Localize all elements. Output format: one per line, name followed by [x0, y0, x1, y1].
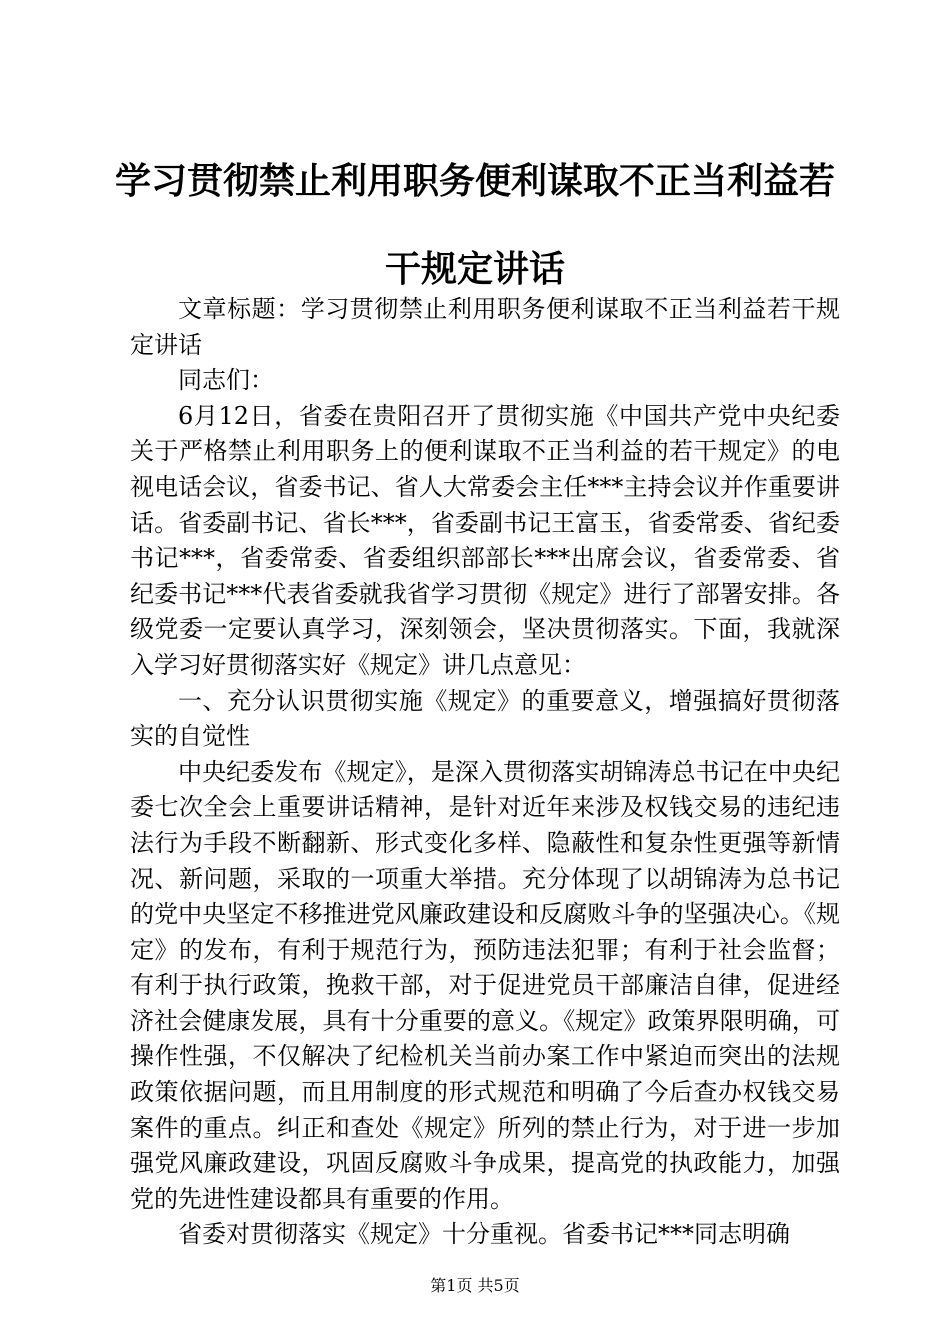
paragraph-salutation: 同志们： [178, 366, 274, 395]
paragraph-provincial-committee: 省委对贯彻落实《规定》十分重视。省委书记***同志明确 [178, 1220, 790, 1249]
document-title-line-1: 学习贯彻禁止利用职务便利谋取不正当利益若 [114, 161, 835, 202]
section-heading-1: 一、充分认识贯彻实施《规定》的重要意义，增强搞好贯彻落实的自觉性 [130, 686, 840, 751]
document-body [130, 292, 840, 1253]
paragraph-article-title: 文章标题：学习贯彻禁止利用职务便利谋取不正当利益若干规定讲话 [130, 295, 840, 359]
document-title-line-2: 干规定讲话 [384, 249, 565, 290]
paragraph-meeting-intro: 6月12日，省委在贵阳召开了贯彻实施《中国共产党中央纪委关于严格禁止利用职务上的便利谋取不正当利益的若干规定》的电视电话会议，省委书记、省人大常委会主任***主持会议并作重要讲话。省委副书记、省长***，省委副书记王富玉，省委常委、省纪委书记***，省委常委、省委组织部部长***出席会议，省委常委、省纪委书记***代表省委就我省学习贯彻《规定》进行了部署安排。各级党委一定要认真学习，深刻领会，坚决贯彻落实。下面，我就深入学习好贯彻落实好《规定》讲几点意见： [130, 401, 840, 679]
paragraph-significance: 中央纪委发布《规定》，是深入贯彻落实胡锦涛总书记在中央纪委七次全会上重要讲话精神，是针对近年来涉及权钱交易的违纪违法行为手段不断翻新、形式变化多样、隐蔽性和复杂性更强等新情况、新问题，采取的一项重大举措。充分体现了以胡锦涛为总书记的党中央坚定不移推进党风廉政建设和反腐败斗争的坚强决心。《规定》的发布，有利于规范行为，预防违法犯罪；有利于社会监督；有利于执行政策，挽救干部，对于促进党员干部廉洁自律，促进经济社会健康发展，具有十分重要的意义。《规定》政策界限明确，可操作性强，不仅解决了纪检机关当前办案工作中紧迫而突出的法规政策依据问题，而且用制度的形式规范和明确了今后查办权钱交易案件的重点。纠正和查处《规定》所列的禁止行为，对于进一步加强党风廉政建设，巩固反腐败斗争成果，提高党的执政能力，加强党的先进性建设都具有重要的作用。 [130, 757, 840, 1213]
page-number-footer: 第1页 共5页 [430, 1276, 520, 1295]
